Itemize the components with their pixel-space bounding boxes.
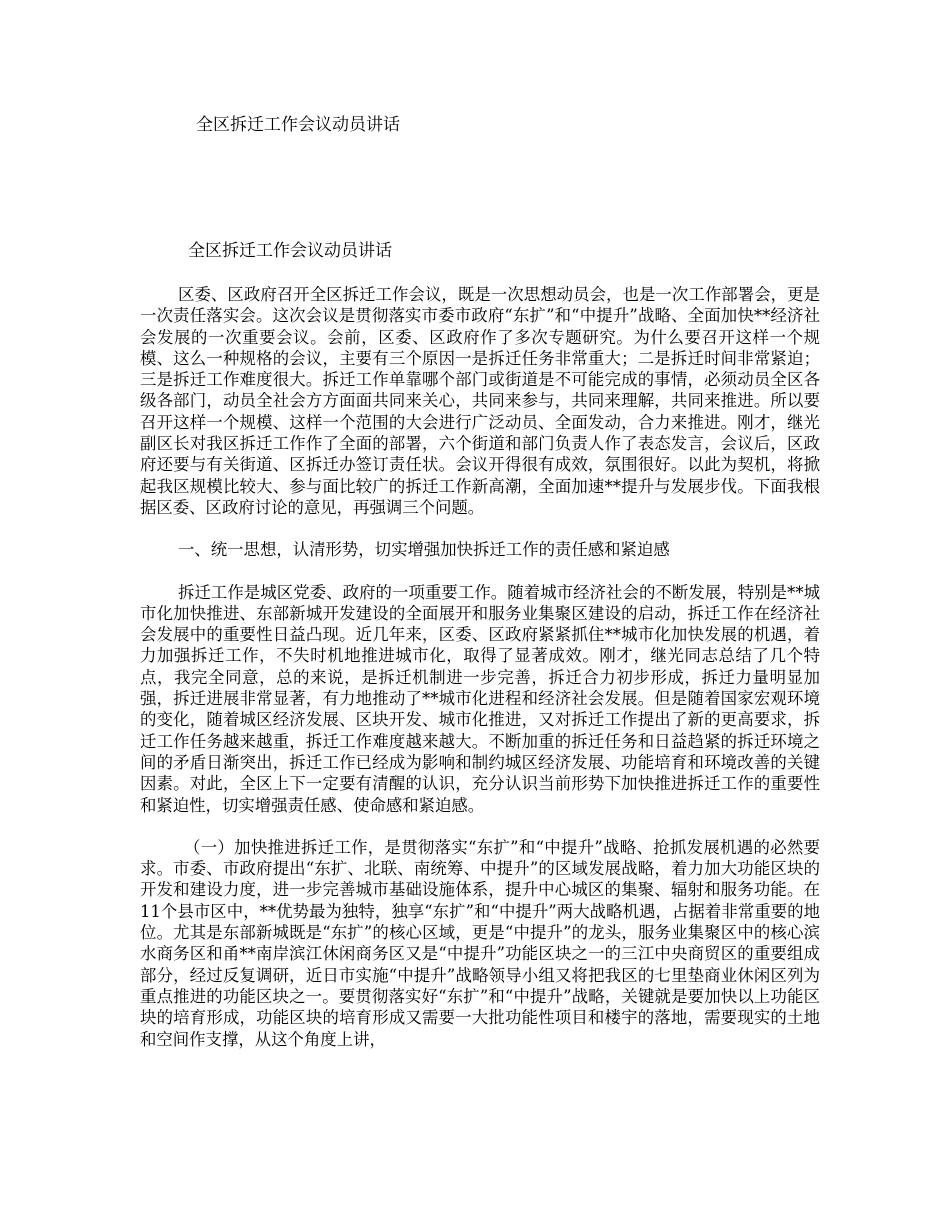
paragraph-intro: 区委、区政府召开全区拆迁工作会议，既是一次思想动员会，也是一次工作部署会，更是一次责任落实会。这次会议是贯彻落实市委市政府“东扩”和“中提升”战略、全面加快**经济社会发展的一次重要会议。会前，区委、区政府作了多次专题研究。为什么要召开这样一个规模、这么一种规格的会议，主要有三个原因一是拆迁任务非常重大；二是拆迁时间非常紧迫；三是拆迁工作难度很大。拆迁工作单靠哪个部门或街道是不可能完成的事情，必须动员全区各级各部门，动员全社会方方面面共同来关心，共同来参与，共同来理解，共同来推进。所以要召开这样一个规模、这样一个范围的大会进行广泛动员、全面发动，合力来推进。刚才，继光副区长对我区拆迁工作作了全面的部署，六个街道和部门负责人作了表态发言，会议后，区政府还要与有关街道、区拆迁办签订责任状。会议开得很有成效，氛围很好。以此为契机，将掀起我区规模比较大、参与面比较广的拆迁工作新高潮，全面加速**提升与发展步伐。下面我根据区委、区政府讨论的意见，再强调三个问题。 <box>140 285 820 517</box>
document-title: 全区拆迁工作会议动员讲话 <box>196 115 400 135</box>
document-body <box>140 240 820 1071</box>
paragraph-section-1: 拆迁工作是城区党委、政府的一项重要工作。随着城市经济社会的不断发展，特别是**城市化加快推进、东部新城开发建设的全面展开和服务业集聚区建设的启动，拆迁工作在经济社会发展中的重要性日益凸现。近几年来，区委、区政府紧紧抓住**城市化加快发展的机遇，着力加强拆迁工作，不失时机地推进城市化，取得了显著成效。刚才，继光同志总结了几个特点，我完全同意，总的来说，是拆迁机制进一步完善，拆迁合力初步形成，拆迁力量明显加强，拆迁进展非常显著，有力地推动了**城市化进程和经济社会发展。但是随着国家宏观环境的变化，随着城区经济发展、区块开发、城市化推进，又对拆迁工作提出了新的更高要求，拆迁工作任务越来越重，拆迁工作难度越来越大。不断加重的拆迁任务和日益趋紧的拆迁环境之间的矛盾日渐突出，拆迁工作已经成为影响和制约城区经济发展、功能培育和环境改善的关键因素。对此，全区上下一定要有清醒的认识，充分认识当前形势下加快推进拆迁工作的重要性和紧迫性，切实增强责任感、使命感和紧迫感。 <box>140 582 820 815</box>
paragraph-subsection-1: （一）加快推进拆迁工作，是贯彻落实“东扩”和“中提升”战略、抢抓发展机遇的必然要求。市委、市政府提出“东扩、北联、南统筹、中提升”的区域发展战略，着力加大功能区块的开发和建设力度，进一步完善城市基础设施体系，提升中心城区的集聚、辐射和服务功能。在11个县市区中，**优势最为独特，独享“东扩”和“中提升”两大战略机遇，占据着非常重要的地位。尤其是东部新城既是“东扩”的核心区域，更是“中提升”的龙头，服务业集聚区中的核心滨水商务区和甬**南岸滨江休闲商务区又是“中提升”功能区块之一的三江中央商贸区的重要组成部分，经过反复调研，近日市实施“中提升”战略领导小组又将把我区的七里垫商业休闲区列为重点推进的功能区块之一。要贯彻落实好“东扩”和“中提升”战略，关键就是要加快以上功能区块的培育形成，功能区块的培育形成又需要一大批功能性项目和楼宇的落地，需要现实的土地和空间作支撑，从这个角度上讲， <box>140 837 820 1049</box>
document-subtitle: 全区拆迁工作会议动员讲话 <box>188 241 392 261</box>
section-heading-1: 一、统一思想，认清形势，切实增强加快拆迁工作的责任感和紧迫感 <box>178 540 670 560</box>
